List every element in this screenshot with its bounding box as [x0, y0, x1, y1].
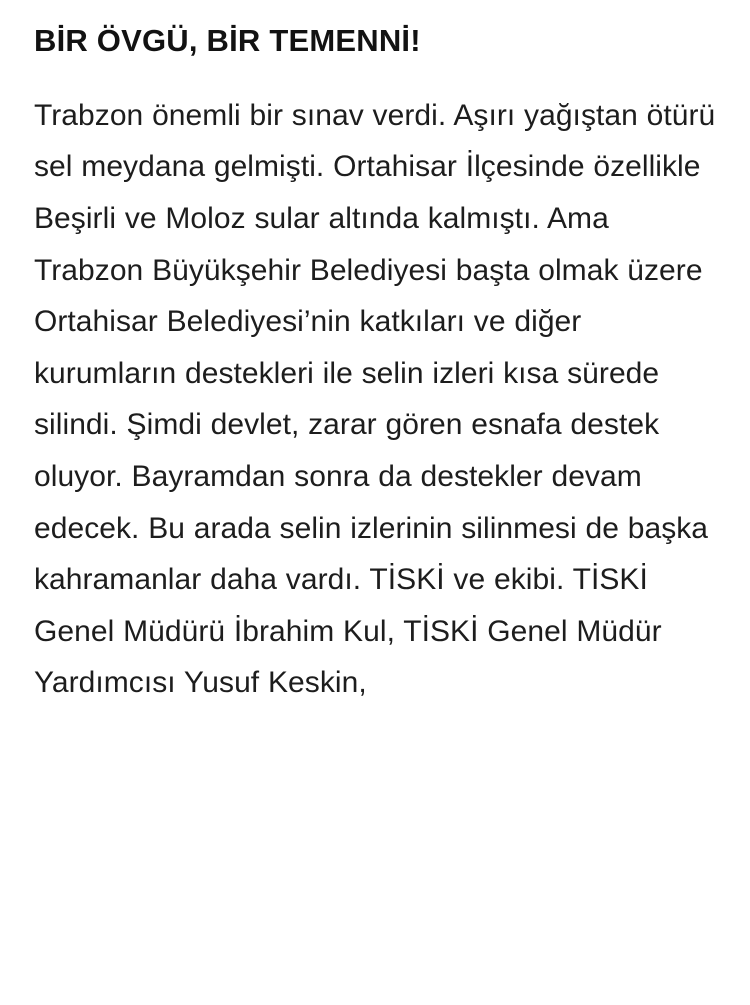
article-paragraph: Trabzon önemli bir sınav verdi. Aşırı yağıştan ötürü sel meydana gelmişti. Ortahisar İlçesinde özellikle Beşirli ve Moloz sular altında kalmıştı. Ama Trabzon Büyükşehir Belediyesi başta olmak üzere Ortahisar Belediyesi’nin katkıları ve diğer kurumların destekleri ile selin izleri kısa sürede silindi. Şimdi devlet, zarar gören esnafa destek oluyor. Bayramdan sonra da destekler devam edecek. Bu arada selin izlerinin silinmesi de başka kahramanlar daha vardı. TİSKİ ve ekibi. TİSKİ Genel Müdürü İbrahim Kul, TİSKİ Genel Müdür Yardımcısı Yusuf Keskin,: [34, 98, 716, 700]
article-body: [34, 90, 716, 709]
page-title: BİR ÖVGÜ, BİR TEMENNİ!: [34, 23, 421, 58]
